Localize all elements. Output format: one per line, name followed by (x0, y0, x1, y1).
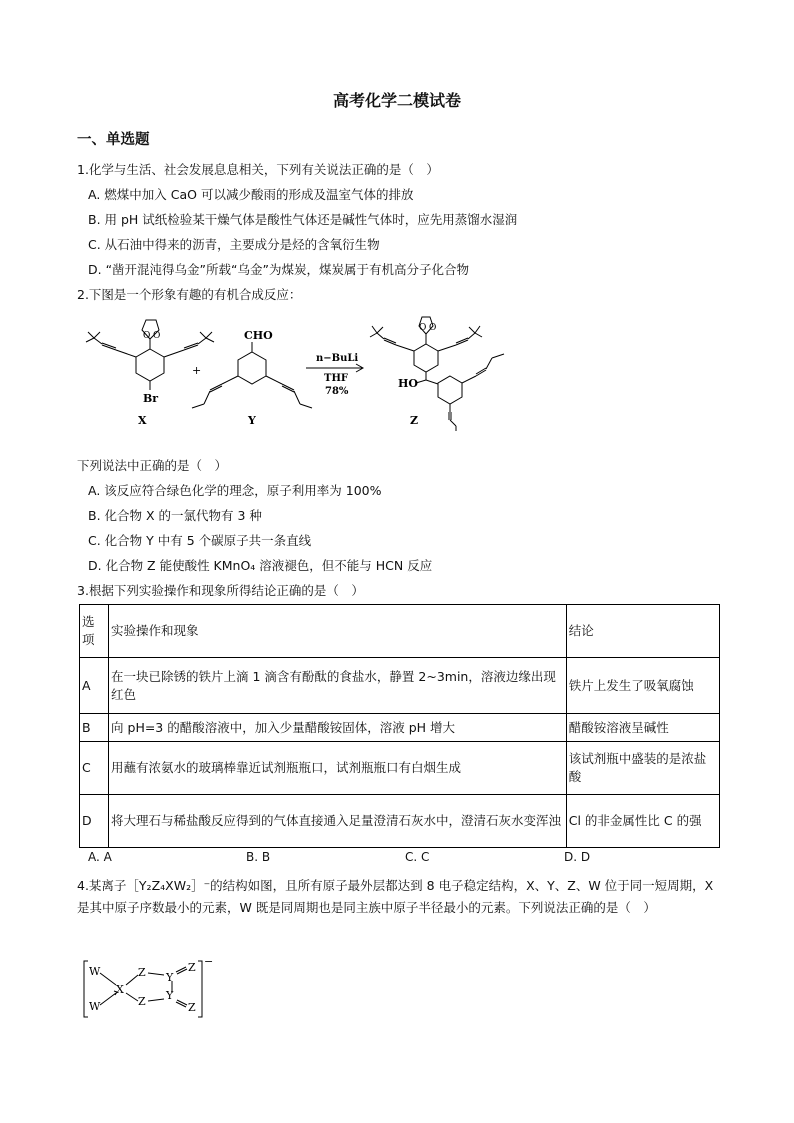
table-row (80, 658, 720, 714)
row-option: A (80, 658, 109, 714)
atom-z-right-bottom: Z (188, 1001, 196, 1014)
atom-z-left-bottom: Z (138, 995, 146, 1008)
question-2-option-d: D. 化合物 Z 能使酸性 KMnO₄ 溶液褪色，但不能与 HCN 反应 (88, 558, 433, 573)
z-ho-label: HO (398, 377, 418, 390)
question-3-answer-choices (0, 850, 794, 868)
ion-structure-figure (80, 955, 220, 1021)
y-cho-label: CHO (244, 329, 273, 342)
answer-choice-c: C. C (405, 850, 430, 864)
row-option: D (80, 795, 109, 848)
solvent-label: THF (324, 373, 348, 384)
row-operation: 将大理石与稀盐酸反应得到的气体直接通入足量澄清石灰水中，澄清石灰水变浑浊 (109, 795, 567, 848)
question-2-option-a: A. 该反应符合绿色化学的理念，原子利用率为 100% (88, 483, 382, 498)
question-1-option-a: A. 燃煤中加入 CaO 可以减少酸雨的形成及温室气体的排放 (88, 187, 414, 202)
experiment-table (79, 604, 720, 848)
row-option: B (80, 714, 109, 742)
answer-choice-b: B. B (246, 850, 271, 864)
atom-z-right-top: Z (188, 961, 196, 974)
row-conclusion: Cl 的非金属性比 C 的强 (566, 795, 719, 848)
table-row (80, 795, 720, 848)
reagent-label: n−BuLi (316, 353, 359, 364)
row-conclusion: 醋酸铵溶液呈碱性 (566, 714, 719, 742)
question-1-option-d: D. “凿开混沌得乌金”所载“乌金”为煤炭，煤炭属于有机高分子化合物 (88, 262, 469, 277)
row-conclusion: 铁片上发生了吸氧腐蚀 (566, 658, 719, 714)
question-1-option-c: C. 从石油中得来的沥青，主要成分是烃的含氧衍生物 (88, 237, 380, 252)
table-row (80, 714, 720, 742)
atom-w-bottom: W (89, 1000, 101, 1013)
compound-x-label: X (138, 414, 147, 427)
atom-w-top: W (89, 965, 101, 978)
svg-text:O: O (429, 323, 437, 333)
ion-charge: − (204, 955, 214, 968)
header-option: 选项 (80, 605, 109, 658)
answer-choice-d: D. D (564, 850, 591, 864)
section-heading: 一、单选题 (77, 132, 150, 148)
atom-x: X (116, 983, 124, 996)
question-2-option-c: C. 化合物 Y 中有 5 个碳原子共一条直线 (88, 533, 312, 548)
svg-text:O: O (143, 331, 151, 341)
question-2-stem: 2.下图是一个形象有趣的有机合成反应： (77, 287, 302, 302)
row-operation: 向 pH=3 的醋酸溶液中，加入少量醋酸铵固体，溶液 pH 增大 (109, 714, 567, 742)
table-row (80, 742, 720, 795)
svg-text:O: O (419, 323, 427, 333)
question-1-option-b: B. 用 pH 试纸检验某干燥气体是酸性气体还是碱性气体时，应先用蒸馏水湿润 (88, 212, 518, 227)
header-conclusion: 结论 (566, 605, 719, 658)
atom-z-left-top: Z (138, 966, 146, 979)
question-1-stem: 1.化学与生活、社会发展息息相关，下列有关说法正确的是（ ） (77, 162, 439, 177)
table-header-row (80, 605, 720, 658)
header-operation: 实验操作和现象 (109, 605, 567, 658)
compound-z-label: Z (410, 414, 419, 427)
atom-y-top: Y (166, 971, 174, 984)
compound-y-label: Y (248, 414, 256, 427)
question-2-option-b: B. 化合物 X 的一氯代物有 3 种 (88, 508, 262, 523)
question-3-stem: 3.根据下列实验操作和现象所得结论正确的是（ ） (77, 583, 364, 598)
question-4-stem: 4.某离子［Y₂Z₄XW₂］⁻的结构如图，且所有原子最外层都达到 8 电子稳定结构，X、Y、Z、W 位于同一短周期，X 是其中原子序数最小的元素，W 既是同周期也是同主族中原子半径最小的元素。下列说法正确的是（ ） (77, 878, 714, 915)
plus-sign: + (192, 364, 202, 377)
x-br-label: Br (143, 392, 159, 405)
atom-y-bottom: Y (166, 989, 174, 1002)
row-operation: 在一块已除锈的铁片上滴 1 滴含有酚酞的食盐水，静置 2~3min，溶液边缘出现红色 (109, 658, 567, 714)
row-option: C (80, 742, 109, 795)
row-conclusion: 该试剂瓶中盛装的是浓盐酸 (566, 742, 719, 795)
question-2-prompt: 下列说法中正确的是（ ） (77, 458, 228, 473)
yield-label: 78% (325, 386, 349, 397)
reaction-scheme-figure (80, 312, 540, 432)
page-title: 高考化学二模试卷 (332, 91, 461, 110)
row-operation: 用蘸有浓氨水的玻璃棒靠近试剂瓶瓶口，试剂瓶瓶口有白烟生成 (109, 742, 567, 795)
answer-choice-a: A. A (88, 850, 112, 864)
svg-text:O: O (153, 331, 161, 341)
